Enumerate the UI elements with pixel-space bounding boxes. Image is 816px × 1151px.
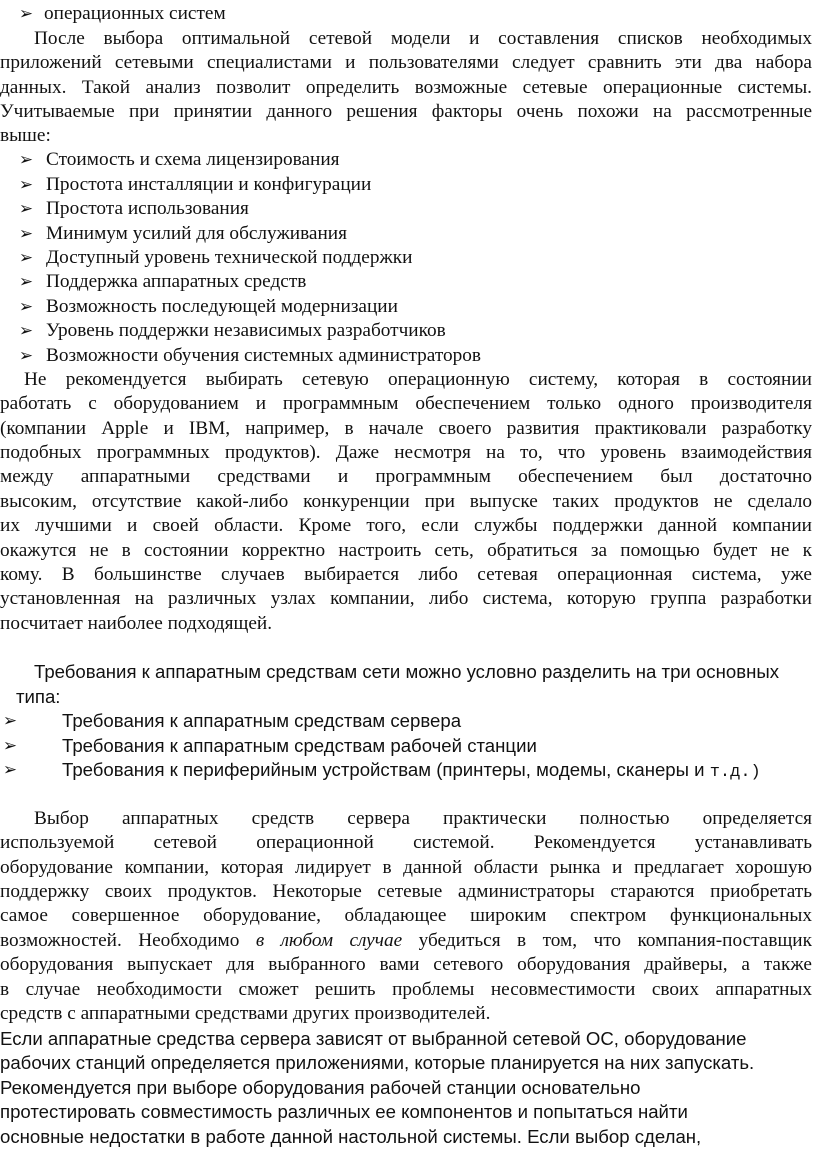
paragraph-line: окажутся не в состоянии корректно настроить сеть, обратиться за помощью будет не к (0, 540, 812, 561)
paragraph-line: в случае необходимости сможет решить проблемы несовместимости своих аппаратных (0, 979, 812, 1000)
paragraph-line: самое совершенное оборудование, обладающее широким спектром функциональных (0, 905, 812, 926)
arrow-bullet-icon: ➢ (18, 175, 34, 195)
arrow-bullet-icon: ➢ (18, 321, 34, 341)
arrow-bullet-icon: ➢ (18, 297, 34, 317)
arrow-bullet-icon: ➢ (18, 199, 34, 219)
paragraph-line: Если аппаратные средства сервера зависят от выбранной сетевой ОС, оборудование (0, 1028, 747, 1049)
paragraph-line (0, 929, 812, 953)
list-item-text: Простота использования (46, 198, 249, 219)
text-run: убедиться в том, что компания-поставщик (402, 930, 812, 951)
list-item-text: Минимум усилий для обслуживания (46, 223, 347, 244)
paragraph-line: рабочих станций определяется приложениями, которые планируется на них запускать. (0, 1052, 755, 1073)
text-run: возможностей. Необходимо (0, 930, 256, 951)
paragraph-line: средств с аппаратными средствами других производителей. (0, 1003, 491, 1024)
paragraph-line: основные недостатки в работе данной настольной системы. Если выбор сделан, (0, 1126, 702, 1147)
arrow-bullet-icon: ➢ (2, 711, 18, 731)
paragraph-line: данных. Такой анализ позволит определить возможные сетевые операционные системы. (0, 77, 812, 98)
paragraph-line: кому. В большинстве случаев выбирается либо сетевая операционная система, уже (0, 564, 812, 585)
paragraph-line: высоким, отсутствие какой-либо конкуренции при выпуске таких продуктов не сделало (0, 491, 812, 512)
arrow-bullet-icon: ➢ (18, 272, 34, 292)
paragraph-line: типа: (16, 686, 61, 707)
paragraph-line: их лучшими и своей области. Кроме того, если службы поддержки данной компании (0, 515, 812, 536)
arrow-bullet-icon: ➢ (18, 248, 34, 268)
paragraph-line: протестировать совместимость различных ее компонентов и попытаться найти (0, 1101, 688, 1122)
list-item-text: Простота инсталляции и конфигурации (46, 174, 372, 195)
arrow-bullet-icon: ➢ (18, 224, 34, 244)
arrow-bullet-icon: ➢ (18, 4, 34, 24)
paragraph-line: Учитываемые при принятии данного решения факторы очень похожи на рассмотренные (0, 101, 812, 122)
paragraph-line: подобных программных продуктов). Даже несмотря на то, что уровень взаимодействия (0, 442, 812, 463)
list-item-text: Уровень поддержки независимых разработчиков (46, 320, 446, 341)
paragraph-line: поддержку своих продуктов. Некоторые сетевые администраторы стараются приобретать (0, 881, 812, 902)
paragraph-line: работать с оборудованием и программным обеспечением только одного производителя (0, 393, 812, 414)
paragraph-line: посчитает наиболее подходящей. (0, 613, 273, 634)
arrow-bullet-icon: ➢ (2, 736, 18, 756)
arrow-bullet-icon: ➢ (18, 346, 34, 366)
list-item-text: операционных систем (44, 3, 226, 24)
paragraph-line: Выбор аппаратных средств сервера практически полностью определяется (34, 808, 812, 829)
list-item-text: Возможности обучения системных администраторов (46, 345, 482, 366)
paragraph-line: После выбора оптимальной сетевой модели и составления списков необходимых (34, 28, 812, 49)
paragraph-line: оборудование компании, которая лидирует в данной области рынка и предлагает хорошую (0, 857, 812, 878)
paragraph-line: используемой сетевой операционной системой. Рекомендуется устанавливать (0, 832, 812, 853)
list-item-text: Требования к аппаратным средствам сервера (62, 710, 462, 731)
list-item-text: Поддержка аппаратных средств (46, 271, 307, 292)
list-item-text (62, 758, 761, 782)
paragraph-line: (компании Apple и IBM, например, в начале своего развития практиковали разработку (0, 418, 812, 439)
paragraph-line: оборудования выпускает для выбранного вами сетевого оборудования драйверы, а также (0, 954, 812, 975)
paragraph-line: между аппаратными средствами и программным обеспечением был достаточно (0, 466, 812, 487)
paragraph-line: Рекомендуется при выборе оборудования рабочей станции основательно (0, 1077, 641, 1098)
arrow-bullet-icon: ➢ (2, 760, 18, 780)
list-item-text-main: Требования к периферийным устройствам (принтеры, модемы, сканеры и (62, 759, 710, 780)
list-item-text: Возможность последующей модернизации (46, 296, 398, 317)
paragraph-line: выше: (0, 125, 51, 146)
paragraph-line: приложений сетевыми специалистами и пользователями следует сравнить эти два набора (0, 52, 812, 73)
list-item-text: Требования к аппаратным средствам рабочей станции (62, 735, 537, 756)
arrow-bullet-icon: ➢ (18, 150, 34, 170)
list-item-text: Стоимость и схема лицензирования (46, 149, 340, 170)
paragraph-line: установленная на различных узлах компании, либо система, которую группа разработки (0, 588, 812, 609)
list-item-text-tail: т.д.) (709, 763, 761, 782)
paragraph-line: Требования к аппаратным средствам сети можно условно разделить на три основных (34, 661, 780, 682)
paragraph-line: Не рекомендуется выбирать сетевую операционную систему, которая в состоянии (24, 369, 812, 390)
italic-emphasis: в любом случае (255, 930, 403, 951)
list-item-text: Доступный уровень технической поддержки (46, 247, 413, 268)
